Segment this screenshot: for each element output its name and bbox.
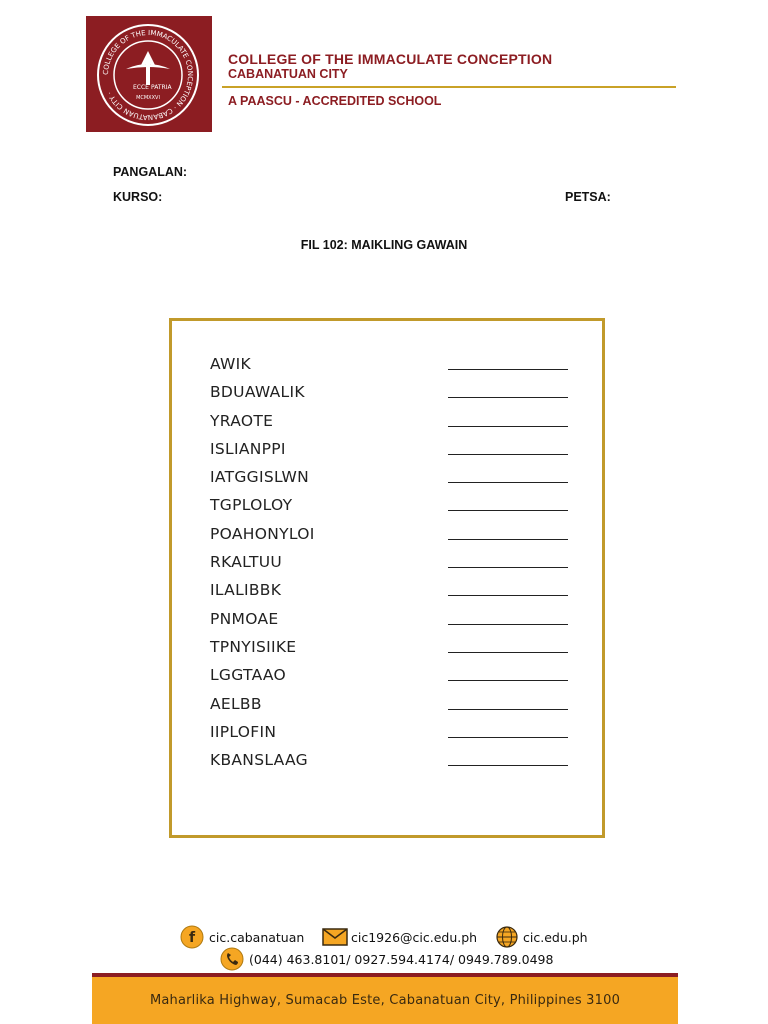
answer-blank[interactable] [448,595,568,596]
mail-icon [322,928,348,946]
word-list [210,353,570,777]
word-row [210,579,570,607]
header-divider [222,86,676,88]
school-name: COLLEGE OF THE IMMACULATE CONCEPTION [228,51,553,67]
answer-blank[interactable] [448,397,568,398]
seal-ring-text: COLLEGE OF THE IMMACULATE CONCEPTION · CABANATUAN CITY · [101,28,195,122]
answer-blank[interactable] [448,737,568,738]
answer-blank[interactable] [448,539,568,540]
footer-band [92,977,678,1024]
scrambled-word: YRAOTE [210,411,274,430]
school-seal-icon [96,23,200,127]
word-row [210,608,570,636]
scrambled-word: TPNYISIIKE [210,637,297,656]
worksheet-title: FIL 102: MAIKLING GAWAIN [300,238,468,252]
scrambled-word: AELBB [210,694,262,713]
answer-blank[interactable] [448,624,568,625]
seal-motto-right: PATRIA [151,84,172,91]
answer-blank[interactable] [448,652,568,653]
scrambled-word: LGGTAAO [210,666,287,685]
school-city: CABANATUAN CITY [228,67,348,81]
phone-numbers: (044) 463.8101/ 0927.594.4174/ 0949.789.0498 [249,952,554,967]
word-row [210,693,570,721]
answer-blank[interactable] [448,680,568,681]
answer-blank[interactable] [448,765,568,766]
scrambled-word: ILALIBBK [210,581,282,600]
school-logo [86,16,212,132]
answer-blank[interactable] [448,482,568,483]
name-label: PANGALAN: [113,165,188,179]
scrambled-word: IIPLOFIN [210,722,277,741]
accreditation-text: A PAASCU - ACCREDITED SCHOOL [228,94,442,108]
facebook-icon [180,925,204,949]
word-row [210,551,570,579]
word-row [210,749,570,777]
answer-blank[interactable] [448,510,568,511]
course-label: KURSO: [113,190,163,204]
word-row [210,636,570,664]
seal-year: MCMXXVI [136,95,160,101]
scrambled-word: BDUAWALIK [210,383,305,402]
word-row [210,381,570,409]
website-link[interactable]: cic.edu.ph [523,930,588,945]
seal-motto-left: ECCE [133,84,149,91]
facebook-handle[interactable]: cic.cabanatuan [209,930,305,945]
scrambled-word: ISLIANPPI [210,439,286,458]
globe-icon [495,925,519,949]
answer-blank[interactable] [448,709,568,710]
phone-icon [220,947,244,971]
scrambled-word: POAHONYLOI [210,524,315,543]
scrambled-word: TGPLOLOY [210,496,293,515]
word-row [210,664,570,692]
word-row [210,438,570,466]
answer-blank[interactable] [448,567,568,568]
scrambled-word: PNMOAE [210,609,279,628]
scrambled-word: AWIK [210,355,252,373]
word-row [210,721,570,749]
word-row [210,494,570,522]
answer-blank[interactable] [448,426,568,427]
word-row [210,410,570,438]
svg-text:f: f [188,930,196,946]
answer-blank[interactable] [448,369,568,370]
word-list-frame [169,318,605,838]
scrambled-word: IATGGISLWN [210,468,310,487]
date-label: PETSA: [565,190,611,204]
answer-blank[interactable] [448,454,568,455]
word-row [210,466,570,494]
scrambled-word: RKALTUU [210,553,283,572]
address-text: Maharlika Highway, Sumacab Este, Cabanatuan City, Philippines 3100 [149,993,621,1008]
word-row [210,353,570,381]
scrambled-word: KBANSLAAG [210,751,308,770]
email-link[interactable]: cic1926@cic.edu.ph [351,930,478,945]
word-row [210,523,570,551]
